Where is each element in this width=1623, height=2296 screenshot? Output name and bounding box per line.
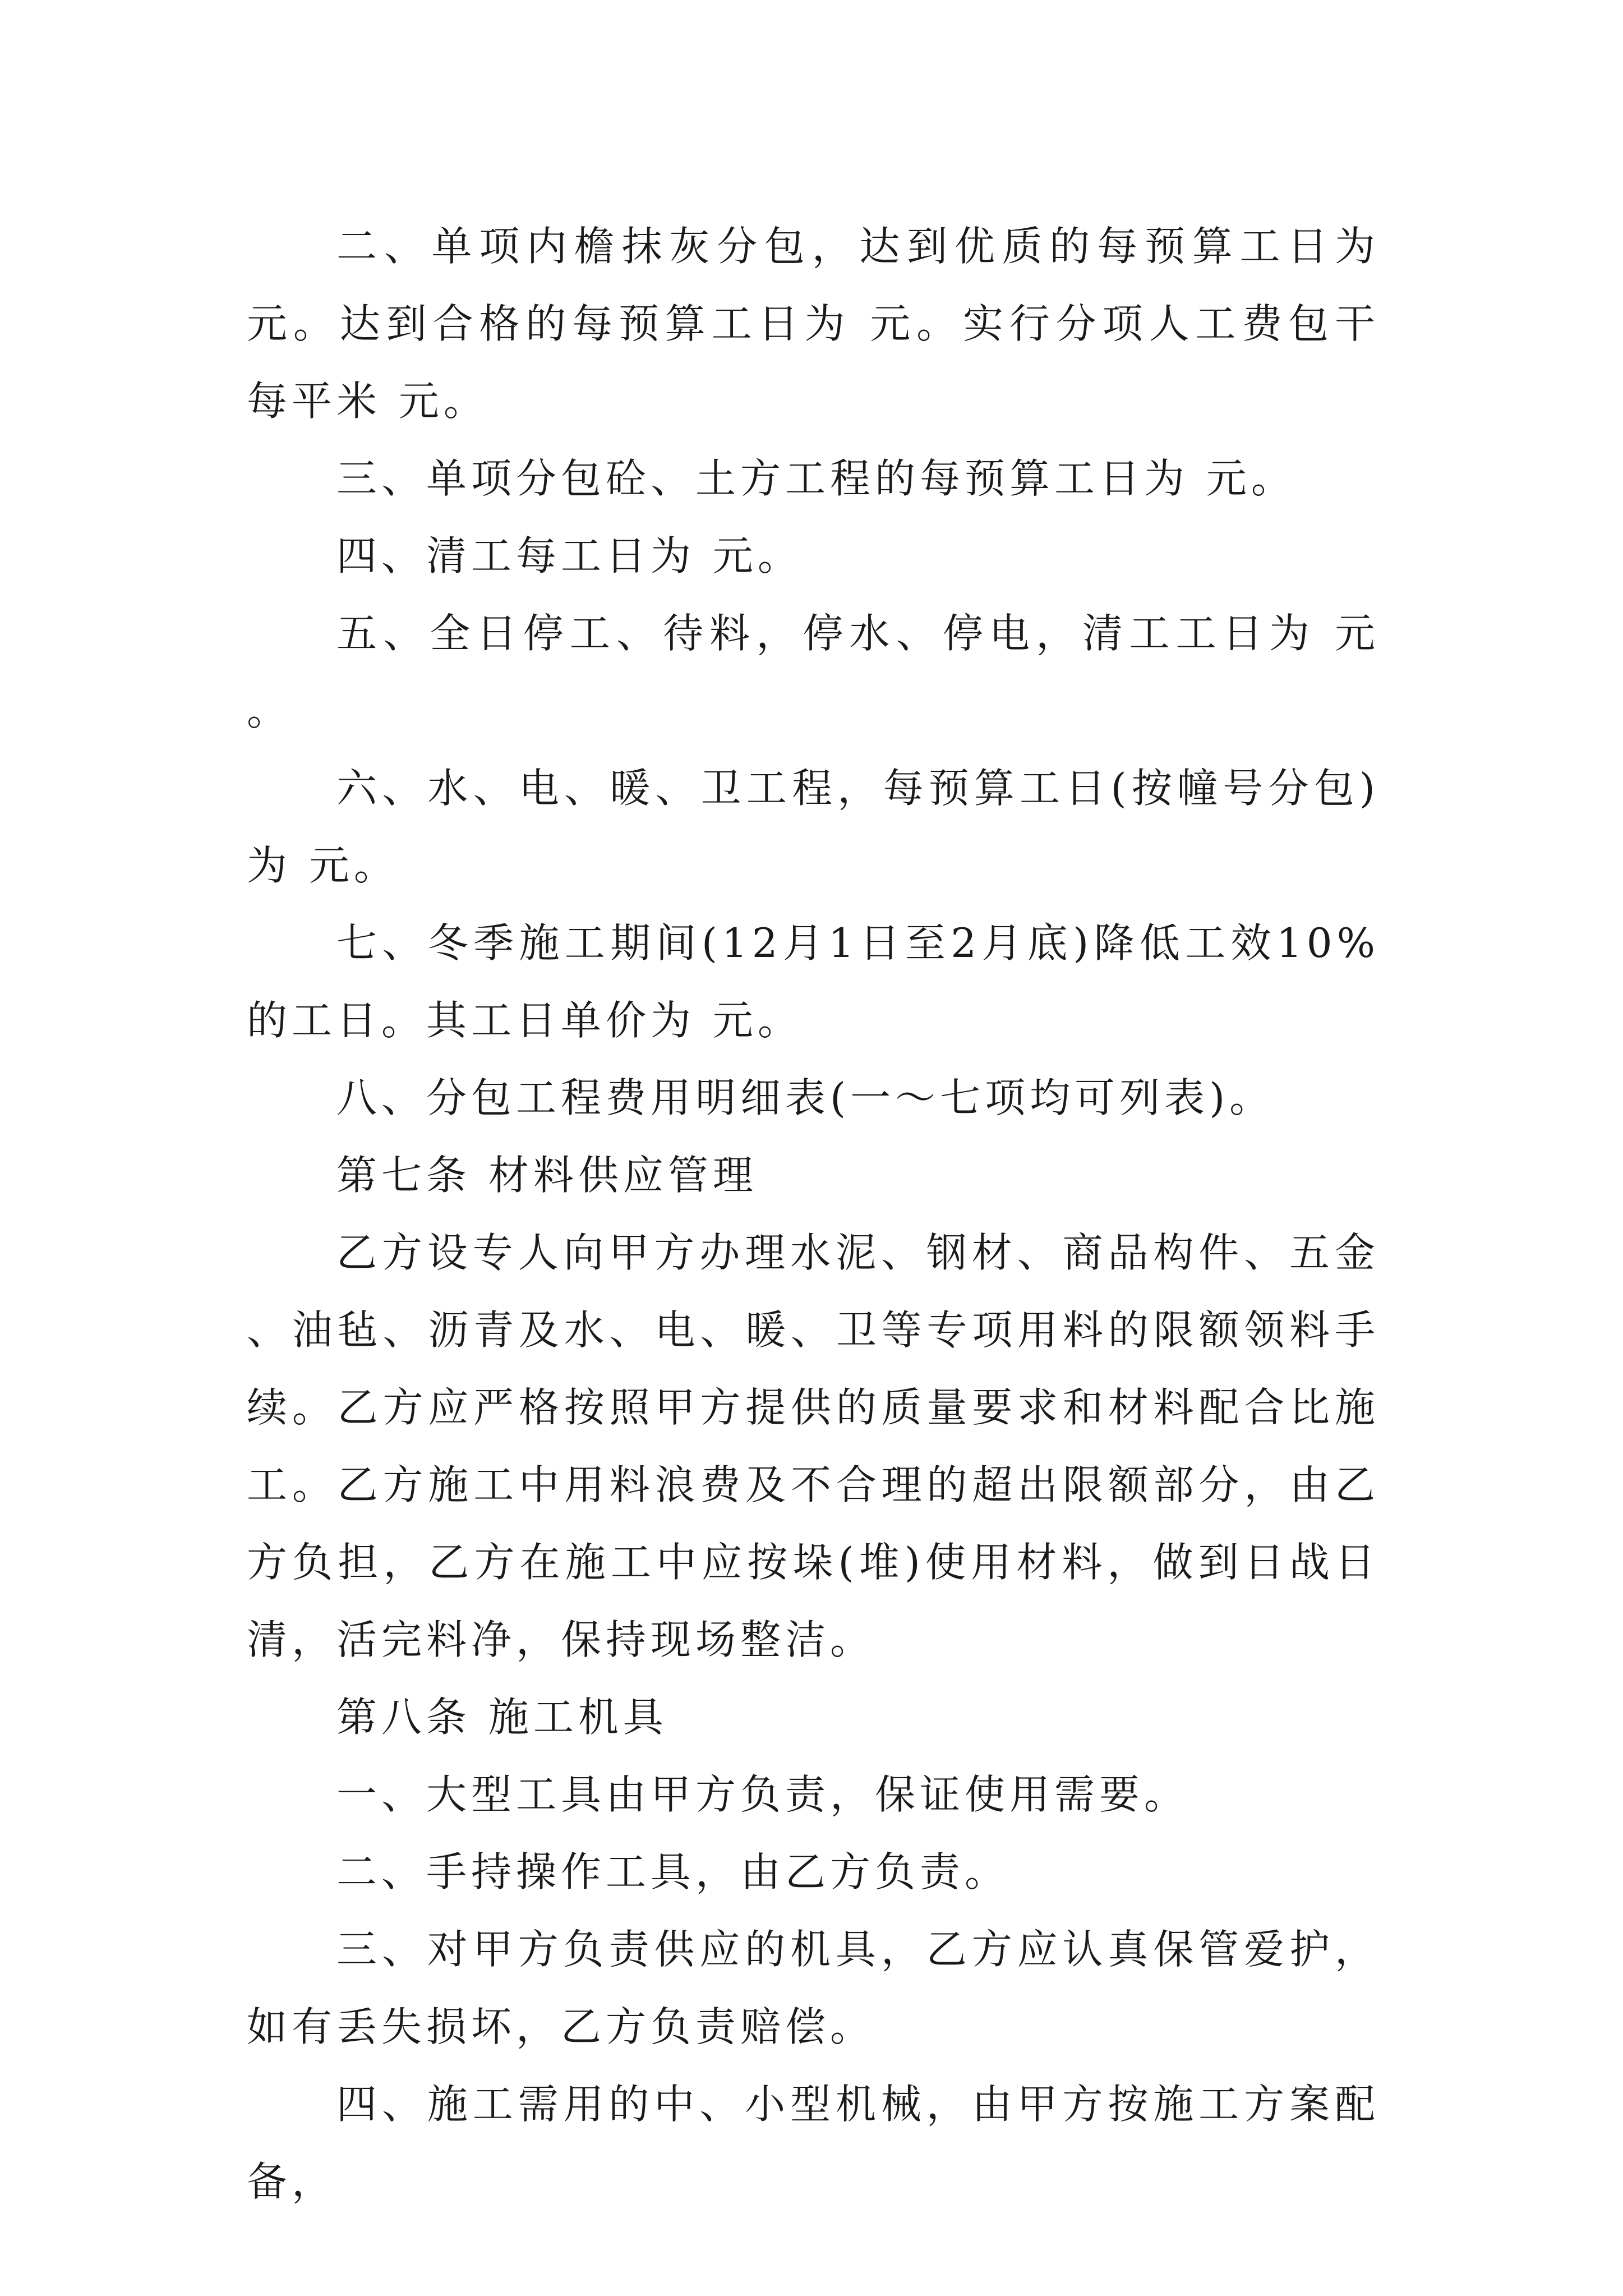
paragraph-tools-3: 三、对甲方负责供应的机具，乙方应认真保管爱护，如有丢失损坏，乙方负责赔偿。 <box>247 1926 1380 2050</box>
paragraph-item-7: 七、冬季施工期间(12月1日至2月底)降低工效10%的工日。其工日单价为 元。 <box>247 919 1380 1044</box>
paragraph-item-4: 四、清工每工日为 元。 <box>336 532 803 579</box>
paragraph-material-supply: 乙方设专人向甲方办理水泥、钢材、商品构件、五金、油毡、沥青及水、电、暖、卫等专项用料的限额领料手续。乙方应严格按照甲方提供的质量要求和材料配合比施工。乙方施工中用料浪费及不合理的超出限额部分，由乙方负担，乙方在施工中应按垛(堆)使用材料，做到日战日清，活完料净，保持现场整洁。 <box>247 1229 1380 1663</box>
paragraph-item-6: 六、水、电、暖、卫工程，每预算工日(按幢号分包)为 元。 <box>247 765 1380 889</box>
paragraph-item-8: 八、分包工程费用明细表(一～七项均可列表)。 <box>336 1074 1275 1121</box>
paragraph-tools-1: 一、大型工具由甲方负责，保证使用需要。 <box>336 1771 1189 1818</box>
paragraph-item-2: 二、单项内檐抹灰分包，达到优质的每预算工日为 元。达到合格的每预算工日为 元。实行分项人工费包干每平米 元。 <box>247 223 1380 425</box>
document-body <box>247 208 1380 2220</box>
section-heading-article-8: 第八条 施工机具 <box>336 1694 668 1741</box>
paragraph-item-3: 三、单项分包砼、土方工程的每预算工日为 元。 <box>336 455 1296 502</box>
paragraph-tools-4: 四、施工需用的中、小型机械，由甲方按施工方案配备， <box>247 2081 1380 2205</box>
paragraph-tools-2: 二、手持操作工具，由乙方负责。 <box>336 1848 1010 1895</box>
section-heading-article-7: 第七条 材料供应管理 <box>336 1152 758 1199</box>
paragraph-item-5: 五、全日停工、待料，停水、停电，清工工日为 元。 <box>247 610 1380 734</box>
